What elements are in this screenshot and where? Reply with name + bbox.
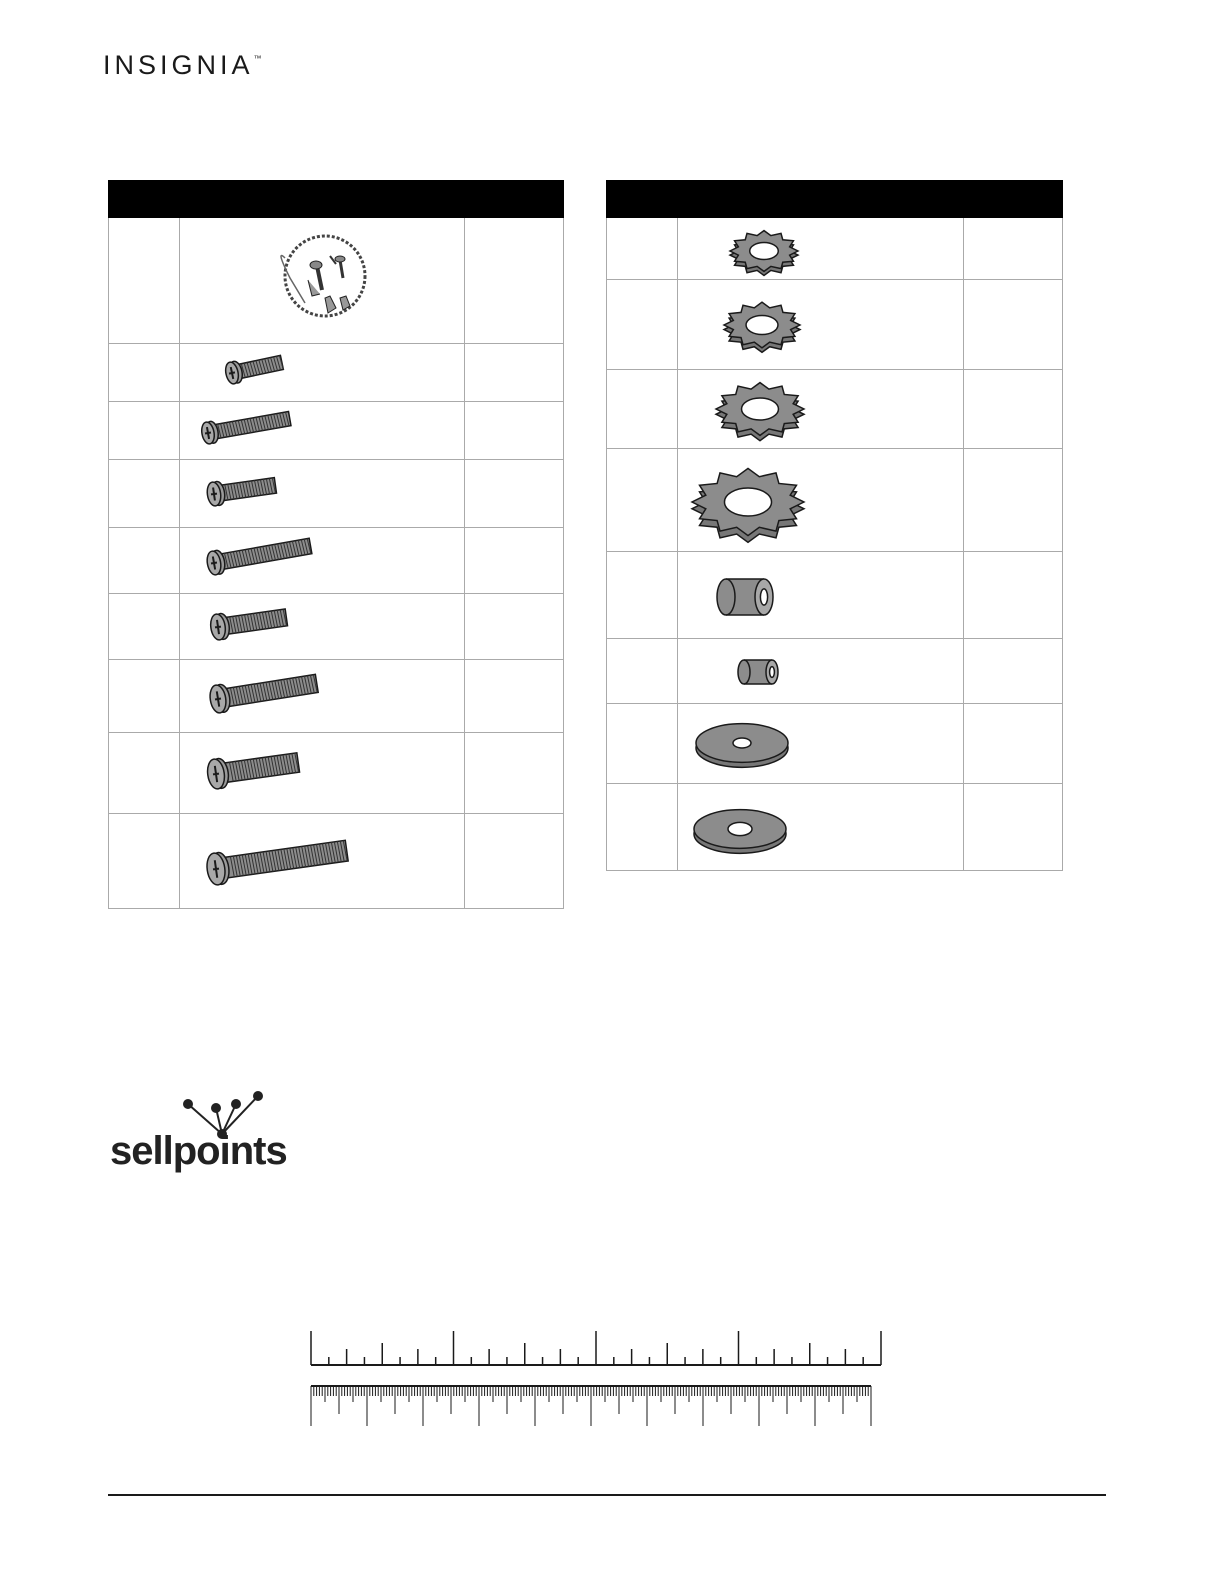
table-row (109, 528, 564, 594)
table-row (607, 449, 1063, 552)
header-cell (464, 181, 563, 218)
footer-divider (108, 1494, 1106, 1496)
spacer-small-icon (678, 640, 964, 703)
table-header-row (109, 181, 564, 218)
lock-washer-medium-icon (678, 281, 964, 369)
table-row (109, 660, 564, 733)
screw-short-icon (180, 345, 464, 401)
metric-ruler (309, 1382, 874, 1428)
table-row (109, 594, 564, 660)
screw-long-icon (180, 529, 464, 593)
hardware-table-right (606, 180, 1063, 871)
header-cell (964, 181, 1063, 218)
screw-long-icon (180, 661, 464, 732)
inch-ruler (309, 1325, 884, 1369)
flat-washer-icon (678, 785, 964, 870)
hardware-table-left (108, 180, 564, 909)
table-row (607, 639, 1063, 704)
sellpoints-wordmark: sellpoints (110, 1129, 287, 1173)
header-cell (678, 181, 964, 218)
screw-short-icon (180, 461, 464, 527)
header-cell (607, 181, 678, 218)
table-row (109, 218, 564, 344)
table-row (109, 733, 564, 814)
screw-medium-icon (180, 734, 464, 813)
table-row (607, 280, 1063, 370)
table-row (109, 402, 564, 460)
screw-short-icon (180, 595, 464, 659)
table-header-row (607, 181, 1063, 218)
table-row (607, 370, 1063, 449)
table-row (607, 218, 1063, 280)
table-row (109, 460, 564, 528)
spacer-large-icon (678, 553, 964, 638)
header-cell (180, 181, 465, 218)
table-row (109, 344, 564, 402)
lock-washer-large-icon (678, 371, 964, 448)
table-row (607, 704, 1063, 784)
screw-long-thin-icon (180, 403, 464, 459)
screw-extra-long-icon (180, 815, 464, 908)
table-row (607, 552, 1063, 639)
lock-washer-xlarge-icon (678, 450, 964, 551)
table-row (109, 814, 564, 909)
brand-logo: INSIGNIA™ (103, 50, 262, 80)
lock-washer-small-icon (678, 219, 964, 279)
table-row (607, 784, 1063, 871)
safety-strap-kit-icon (180, 218, 464, 338)
sellpoints-logo (108, 1090, 308, 1180)
header-cell (109, 181, 180, 218)
flat-washer-icon (678, 705, 964, 783)
